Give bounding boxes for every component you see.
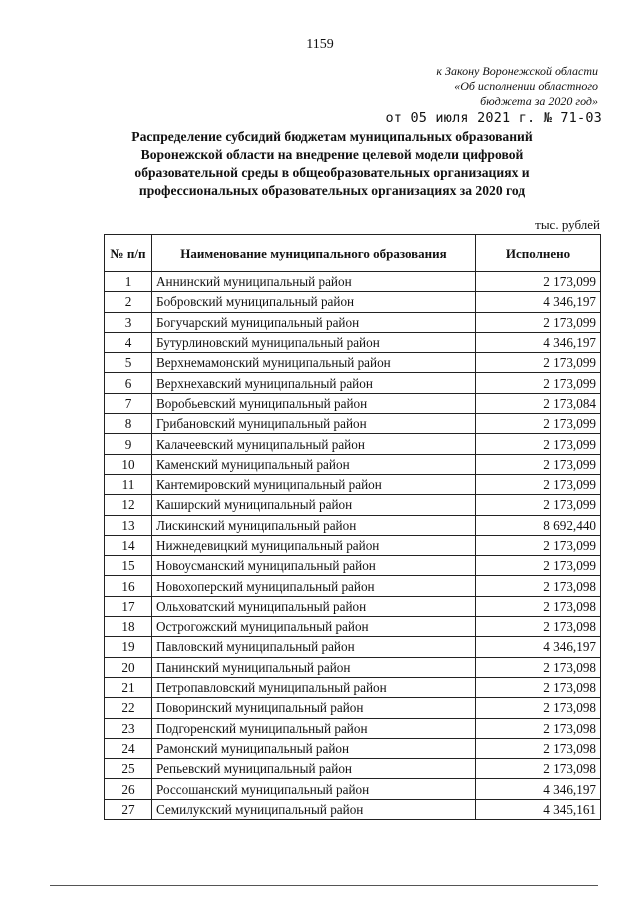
table-row — [105, 414, 601, 434]
amount-value: 2 173,098 — [476, 698, 601, 718]
table-row — [105, 556, 601, 576]
row-number: 5 — [105, 353, 152, 373]
table-row — [105, 292, 601, 312]
amount-value: 2 173,098 — [476, 596, 601, 616]
municipality-name: Петропавловский муниципальный район — [152, 677, 476, 697]
amount-value: 2 173,098 — [476, 576, 601, 596]
table-row — [105, 576, 601, 596]
table-row — [105, 617, 601, 637]
page-number: 1159 — [306, 37, 334, 52]
row-number: 19 — [105, 637, 152, 657]
table-row — [105, 637, 601, 657]
amount-value: 2 173,098 — [476, 657, 601, 677]
table-row — [105, 515, 601, 535]
row-number: 25 — [105, 759, 152, 779]
row-number: 12 — [105, 495, 152, 515]
amount-value: 2 173,099 — [476, 535, 601, 555]
amount-value: 2 173,098 — [476, 718, 601, 738]
municipality-name: Богучарский муниципальный район — [152, 312, 476, 332]
table-row — [105, 596, 601, 616]
row-number: 22 — [105, 698, 152, 718]
municipality-name: Нижнедевицкий муниципальный район — [152, 535, 476, 555]
row-number: 24 — [105, 738, 152, 758]
amount-value: 2 173,099 — [476, 474, 601, 494]
row-number: 3 — [105, 312, 152, 332]
table-row — [105, 332, 601, 352]
municipality-name: Поворинский муниципальный район — [152, 698, 476, 718]
municipality-name: Кантемировский муниципальный район — [152, 474, 476, 494]
municipality-name: Грибановский муниципальный район — [152, 414, 476, 434]
amount-value: 4 345,161 — [476, 799, 601, 819]
document-title: Распределение субсидий бюджетам муниципальных образований Воронежской области на внедрение целевой модели цифровой образовательной среды в общеобразовательных организациях и профессиональных образовательных организациях за 2020 год — [131, 129, 533, 198]
municipality-name: Верхнемамонский муниципальный район — [152, 353, 476, 373]
header-amount: Исполнено — [476, 235, 601, 272]
amount-value: 2 173,099 — [476, 353, 601, 373]
row-number: 8 — [105, 414, 152, 434]
row-number: 11 — [105, 474, 152, 494]
amount-value: 2 173,099 — [476, 272, 601, 292]
row-number: 1 — [105, 272, 152, 292]
table-row — [105, 799, 601, 819]
row-number: 26 — [105, 779, 152, 799]
table-row — [105, 759, 601, 779]
row-number: 10 — [105, 454, 152, 474]
municipality-name: Новохоперский муниципальный район — [152, 576, 476, 596]
municipality-name: Острогожский муниципальный район — [152, 617, 476, 637]
amount-value: 4 346,197 — [476, 779, 601, 799]
row-number: 9 — [105, 434, 152, 454]
row-number: 6 — [105, 373, 152, 393]
municipality-name: Рамонский муниципальный район — [152, 738, 476, 758]
row-number: 13 — [105, 515, 152, 535]
amount-value: 2 173,099 — [476, 373, 601, 393]
row-number: 14 — [105, 535, 152, 555]
appendix-line: бюджета за 2020 год» — [480, 94, 598, 108]
table-row — [105, 698, 601, 718]
amount-value: 2 173,098 — [476, 617, 601, 637]
municipality-name: Бобровский муниципальный район — [152, 292, 476, 312]
municipality-name: Верхнехавский муниципальный район — [152, 373, 476, 393]
row-number: 21 — [105, 677, 152, 697]
table-row — [105, 495, 601, 515]
amount-value: 2 173,099 — [476, 414, 601, 434]
municipality-name: Лискинский муниципальный район — [152, 515, 476, 535]
municipality-name: Россошанский муниципальный район — [152, 779, 476, 799]
appendix-line: к Закону Воронежской области — [436, 64, 598, 78]
table-row — [105, 454, 601, 474]
table-row — [105, 373, 601, 393]
municipality-name: Подгоренский муниципальный район — [152, 718, 476, 738]
row-number: 23 — [105, 718, 152, 738]
row-number: 27 — [105, 799, 152, 819]
amount-value: 2 173,099 — [476, 434, 601, 454]
appendix-reference — [436, 64, 598, 109]
amount-value: 2 173,098 — [476, 738, 601, 758]
table-row — [105, 718, 601, 738]
amount-value: 4 346,197 — [476, 292, 601, 312]
appendix-line: «Об исполнении областного — [454, 79, 598, 93]
row-number: 18 — [105, 617, 152, 637]
municipality-name: Семилукский муниципальный район — [152, 799, 476, 819]
table-header-row — [105, 235, 601, 272]
row-number: 16 — [105, 576, 152, 596]
document-reference: от 05 июля 2021 г. № 71-03 — [385, 110, 602, 126]
municipality-name: Аннинский муниципальный район — [152, 272, 476, 292]
row-number: 15 — [105, 556, 152, 576]
header-name: Наименование муниципального образования — [152, 235, 476, 272]
municipality-name: Ольховатский муниципальный район — [152, 596, 476, 616]
municipality-name: Каширский муниципальный район — [152, 495, 476, 515]
row-number: 17 — [105, 596, 152, 616]
municipality-name: Новоусманский муниципальный район — [152, 556, 476, 576]
amount-value: 2 173,084 — [476, 393, 601, 413]
row-number: 20 — [105, 657, 152, 677]
amount-value: 2 173,099 — [476, 454, 601, 474]
municipality-name: Калачеевский муниципальный район — [152, 434, 476, 454]
units-label: тыс. рублей — [535, 217, 600, 232]
amount-value: 2 173,098 — [476, 759, 601, 779]
table-row — [105, 434, 601, 454]
table-row — [105, 272, 601, 292]
table-row — [105, 312, 601, 332]
municipality-name: Павловский муниципальный район — [152, 637, 476, 657]
amount-value: 2 173,099 — [476, 495, 601, 515]
table-row — [105, 657, 601, 677]
amount-value: 4 346,197 — [476, 332, 601, 352]
header-number: № п/п — [105, 235, 152, 272]
amount-value: 4 346,197 — [476, 637, 601, 657]
municipality-name: Панинский муниципальный район — [152, 657, 476, 677]
amount-value: 2 173,098 — [476, 677, 601, 697]
row-number: 4 — [105, 332, 152, 352]
table-row — [105, 353, 601, 373]
amount-value: 2 173,099 — [476, 312, 601, 332]
table-row — [105, 677, 601, 697]
row-number: 7 — [105, 393, 152, 413]
amount-value: 2 173,099 — [476, 556, 601, 576]
table-row — [105, 535, 601, 555]
footer-divider — [50, 885, 598, 886]
municipality-name: Репьевский муниципальный район — [152, 759, 476, 779]
municipality-name: Бутурлиновский муниципальный район — [152, 332, 476, 352]
table-row — [105, 474, 601, 494]
table-body — [105, 272, 601, 820]
subsidy-table — [104, 234, 601, 820]
table-row — [105, 779, 601, 799]
municipality-name: Воробьевский муниципальный район — [152, 393, 476, 413]
row-number: 2 — [105, 292, 152, 312]
table-row — [105, 393, 601, 413]
table-row — [105, 738, 601, 758]
amount-value: 8 692,440 — [476, 515, 601, 535]
municipality-name: Каменский муниципальный район — [152, 454, 476, 474]
